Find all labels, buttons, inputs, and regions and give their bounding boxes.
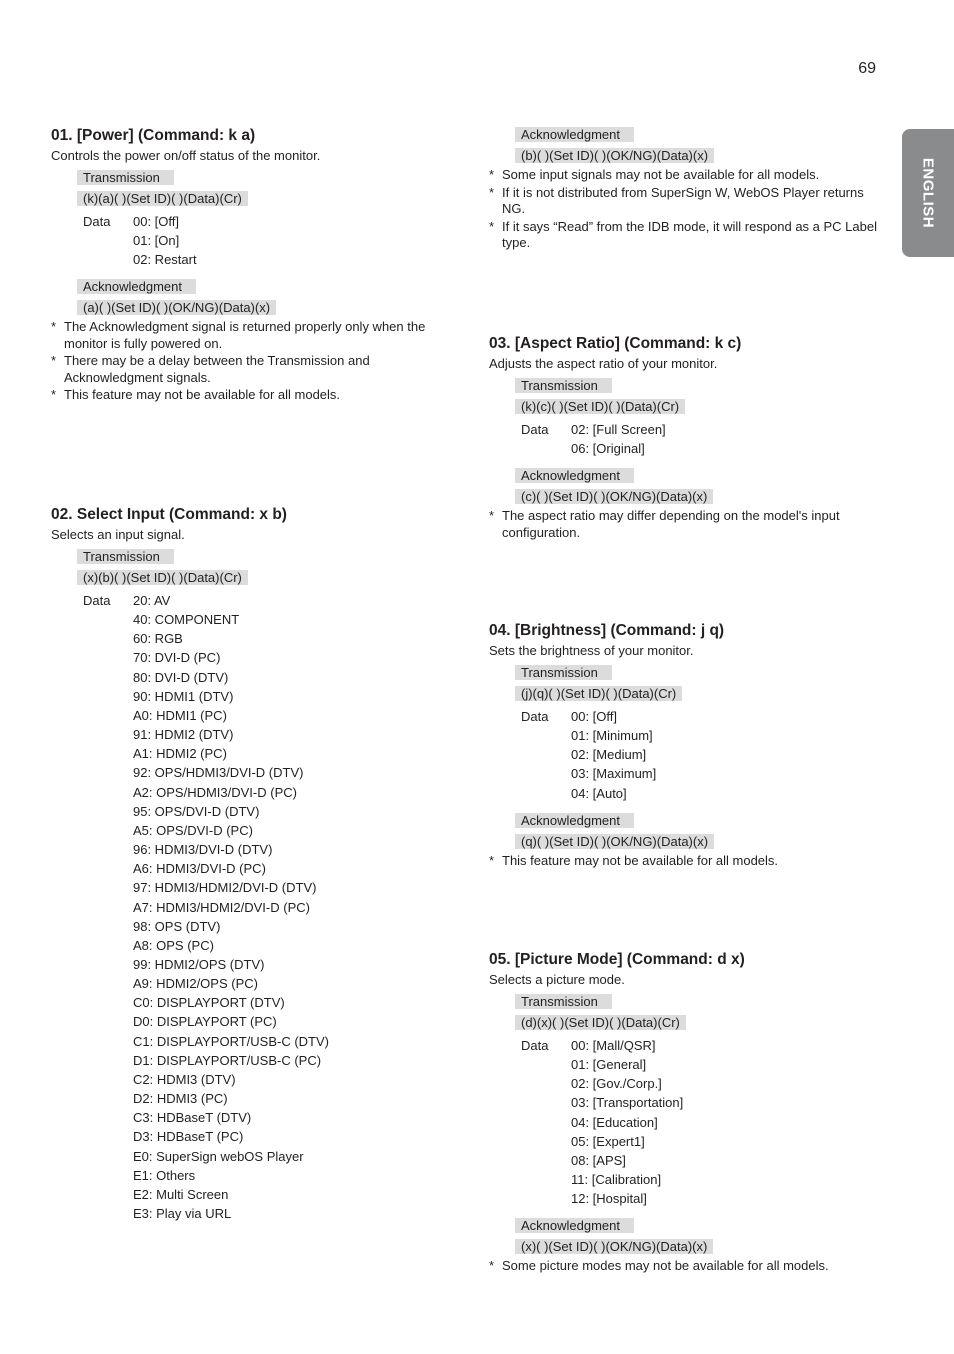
data-value: A2: OPS/HDMI3/DVI-D (PC) <box>133 784 297 800</box>
language-tab-label: ENGLISH <box>919 157 937 229</box>
section-description: Sets the brightness of your monitor. <box>489 643 694 658</box>
data-value: 01: [On] <box>133 233 180 249</box>
data-value: 06: [Original] <box>571 441 645 457</box>
section-description: Adjusts the aspect ratio of your monitor. <box>489 356 718 371</box>
data-value: 96: HDMI3/DVI-D (DTV) <box>133 842 273 858</box>
data-value: 05: [Expert1] <box>571 1133 645 1149</box>
data-value: 12: [Hospital] <box>571 1191 647 1207</box>
asterisk-icon: * <box>489 218 495 234</box>
asterisk-icon: * <box>51 353 57 369</box>
data-value: 60: RGB <box>133 631 183 647</box>
data-value: 00: [Off] <box>571 709 618 724</box>
asterisk-icon: * <box>51 319 57 335</box>
data-value: A6: HDMI3/DVI-D (PC) <box>133 861 266 877</box>
data-values <box>133 212 197 269</box>
data-value: C3: HDBaseT (DTV) <box>133 1110 252 1126</box>
section-heading: 04. [Brightness] (Command: j q) <box>489 622 725 639</box>
section-select-input <box>51 505 441 1223</box>
command-block <box>515 661 879 851</box>
note-item <box>489 167 879 184</box>
data-value: 02: [Full Screen] <box>571 422 666 437</box>
note-text: This feature may not be available for all models. <box>502 852 779 868</box>
acknowledgment-label: Acknowledgment <box>77 279 196 294</box>
data-values <box>571 420 666 458</box>
data-value: 92: OPS/HDMI3/DVI-D (DTV) <box>133 765 304 781</box>
note-item <box>51 387 441 404</box>
transmission-label: Transmission <box>77 549 174 564</box>
note-text: There may be a delay between the Transmission and Acknowledgment signals. <box>64 353 370 385</box>
data-value: A9: HDMI2/OPS (PC) <box>133 976 258 992</box>
data-value: 90: HDMI1 (DTV) <box>133 688 234 704</box>
page-number: 69 <box>858 60 876 77</box>
asterisk-icon: * <box>489 184 495 200</box>
acknowledgment-command: (q)( )(Set ID)( )(OK/NG)(Data)(x) <box>515 834 714 849</box>
data-table <box>521 420 879 458</box>
data-value: D0: DISPLAYPORT (PC) <box>133 1014 277 1030</box>
note-text: Some input signals may not be available for all models. <box>502 167 820 182</box>
data-value: C2: HDMI3 (DTV) <box>133 1071 236 1087</box>
data-value: 00: [Off] <box>133 214 180 229</box>
note-text: Some picture modes may not be available for all models. <box>502 1258 829 1274</box>
data-value: E0: SuperSign webOS Player <box>133 1148 304 1164</box>
data-table <box>521 707 879 803</box>
transmission-command: (k)(a)( )(Set ID)( )(Data)(Cr) <box>77 191 248 206</box>
asterisk-icon: * <box>51 387 57 403</box>
data-label: Data <box>521 1038 549 1053</box>
section-heading: 03. [Aspect Ratio] (Command: k c) <box>489 335 742 352</box>
data-value: A7: HDMI3/HDMI2/DVI-D (PC) <box>133 899 310 915</box>
data-value: A8: OPS (PC) <box>133 937 214 953</box>
transmission-label: Transmission <box>77 170 174 185</box>
transmission-label: Transmission <box>515 665 612 680</box>
data-value: 99: HDMI2/OPS (DTV) <box>133 956 265 972</box>
command-block <box>77 545 441 1223</box>
asterisk-icon: * <box>489 1258 495 1274</box>
notes-list <box>489 853 879 870</box>
section-brightness <box>489 621 879 870</box>
acknowledgment-label: Acknowledgment <box>515 1218 634 1233</box>
data-values <box>571 707 656 803</box>
note-text: If it is not distributed from SuperSign W, WebOS Player returns NG. <box>502 184 864 216</box>
acknowledgment-label: Acknowledgment <box>515 813 634 828</box>
notes-list <box>489 167 879 252</box>
note-text: This feature may not be available for all models. <box>64 387 341 403</box>
section-heading: 01. [Power] (Command: k a) <box>51 127 256 144</box>
asterisk-icon: * <box>489 167 495 182</box>
data-table <box>83 212 441 269</box>
data-value: E3: Play via URL <box>133 1206 232 1221</box>
note-text: The Acknowledgment signal is returned properly only when the monitor is fully powered on. <box>64 319 426 351</box>
data-value: 70: DVI-D (PC) <box>133 650 221 666</box>
note-item <box>51 319 441 352</box>
notes-list <box>489 508 879 541</box>
section-description: Selects a picture mode. <box>489 972 625 987</box>
data-value: 02: [Medium] <box>571 747 647 763</box>
section-aspect-ratio <box>489 334 879 542</box>
data-value: A0: HDMI1 (PC) <box>133 707 227 723</box>
data-value: C1: DISPLAYPORT/USB-C (DTV) <box>133 1033 329 1049</box>
acknowledgment-command: (c)( )(Set ID)( )(OK/NG)(Data)(x) <box>515 489 713 504</box>
data-value: 04: [Education] <box>571 1114 658 1130</box>
data-value: E2: Multi Screen <box>133 1186 229 1202</box>
data-value: 02: Restart <box>133 252 197 268</box>
data-value: 01: [General] <box>571 1057 647 1073</box>
section-description: Selects an input signal. <box>51 527 185 542</box>
notes-list <box>51 319 441 404</box>
note-item <box>489 508 879 541</box>
data-value: 97: HDMI3/HDMI2/DVI-D (DTV) <box>133 880 317 896</box>
data-label: Data <box>521 709 549 724</box>
note-item <box>489 219 879 252</box>
section-power <box>51 126 441 405</box>
data-table <box>521 1036 879 1208</box>
asterisk-icon: * <box>489 508 495 524</box>
data-label: Data <box>521 422 549 437</box>
language-tab <box>902 129 954 257</box>
command-block <box>77 166 441 317</box>
data-value: E1: Others <box>133 1167 196 1183</box>
data-table <box>83 591 441 1223</box>
data-values <box>571 1036 683 1208</box>
data-value: 11: [Calibration] <box>571 1172 662 1188</box>
data-values <box>133 591 329 1223</box>
acknowledgment-label: Acknowledgment <box>515 468 634 483</box>
asterisk-icon: * <box>489 852 495 868</box>
data-value: 03: [Maximum] <box>571 766 657 782</box>
data-value: 20: AV <box>133 593 171 608</box>
note-item <box>489 1258 879 1275</box>
data-value: 02: [Gov./Corp.] <box>571 1076 662 1092</box>
section-select-input-continued <box>489 126 879 253</box>
data-value: C0: DISPLAYPORT (DTV) <box>133 995 285 1011</box>
acknowledgment-command: (a)( )(Set ID)( )(OK/NG)(Data)(x) <box>77 300 276 315</box>
note-text: The aspect ratio may differ depending on the model's input configuration. <box>502 508 840 540</box>
note-text: If it says “Read” from the IDB mode, it will respond as a PC Label type. <box>502 218 877 250</box>
data-label: Data <box>83 214 111 229</box>
data-value: D3: HDBaseT (PC) <box>133 1129 244 1145</box>
data-value: D2: HDMI3 (PC) <box>133 1091 228 1107</box>
acknowledgment-command: (x)( )(Set ID)( )(OK/NG)(Data)(x) <box>515 1239 713 1254</box>
data-value: 95: OPS/DVI-D (DTV) <box>133 803 260 819</box>
notes-list <box>489 1258 879 1275</box>
data-value: 03: [Transportation] <box>571 1095 684 1111</box>
acknowledgment-label: Acknowledgment <box>515 127 634 142</box>
data-value: 98: OPS (DTV) <box>133 918 221 934</box>
section-heading: 02. Select Input (Command: x b) <box>51 506 287 523</box>
note-item <box>51 353 441 386</box>
section-description: Controls the power on/off status of the monitor. <box>51 148 321 163</box>
command-block <box>515 126 879 165</box>
data-value: D1: DISPLAYPORT/USB-C (PC) <box>133 1052 322 1068</box>
transmission-label: Transmission <box>515 378 612 393</box>
data-value: A1: HDMI2 (PC) <box>133 746 227 762</box>
acknowledgment-command: (b)( )(Set ID)( )(OK/NG)(Data)(x) <box>515 148 714 163</box>
section-picture-mode <box>489 950 879 1276</box>
transmission-command: (k)(c)( )(Set ID)( )(Data)(Cr) <box>515 399 685 414</box>
command-block <box>515 990 879 1256</box>
data-value: 00: [Mall/QSR] <box>571 1038 656 1053</box>
section-heading: 05. [Picture Mode] (Command: d x) <box>489 951 745 968</box>
data-value: 08: [APS] <box>571 1152 626 1168</box>
data-value: 91: HDMI2 (DTV) <box>133 727 234 743</box>
data-value: 04: [Auto] <box>571 785 627 801</box>
data-value: A5: OPS/DVI-D (PC) <box>133 822 253 838</box>
command-block <box>515 374 879 506</box>
note-item <box>489 853 879 870</box>
data-value: 80: DVI-D (DTV) <box>133 669 229 685</box>
transmission-command: (x)(b)( )(Set ID)( )(Data)(Cr) <box>77 570 248 585</box>
note-item <box>489 185 879 218</box>
transmission-label: Transmission <box>515 994 612 1009</box>
data-label: Data <box>83 593 111 608</box>
transmission-command: (j)(q)( )(Set ID)( )(Data)(Cr) <box>515 686 682 701</box>
data-value: 40: COMPONENT <box>133 612 240 628</box>
transmission-command: (d)(x)( )(Set ID)( )(Data)(Cr) <box>515 1015 686 1030</box>
data-value: 01: [Minimum] <box>571 728 653 744</box>
